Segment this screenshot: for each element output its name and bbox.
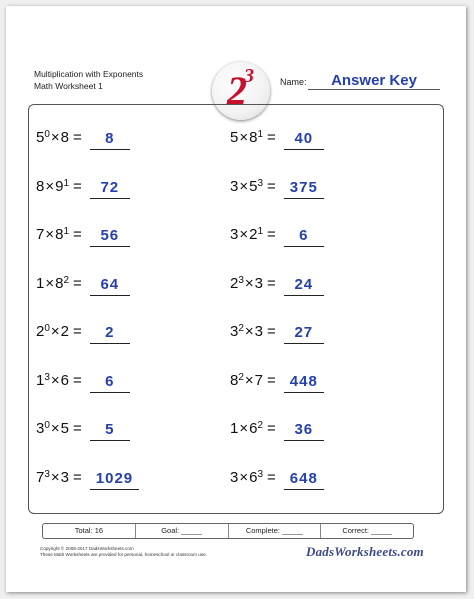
badge-exponent: 3 [244, 65, 254, 87]
times-sign: × [239, 129, 249, 146]
problem-expression [36, 468, 86, 490]
problem-expression [36, 225, 86, 247]
base-b: 6 [249, 468, 258, 486]
base-b: 8 [55, 226, 64, 243]
exponent-a: 2 [238, 371, 244, 383]
problem-expression [36, 177, 86, 199]
base-b: 5 [249, 177, 258, 195]
base-a: 2 [230, 274, 239, 292]
problem-expression [230, 322, 280, 344]
exponent-b: 2 [257, 420, 264, 431]
name-field: Answer Key [308, 73, 440, 90]
worksheet-title [34, 68, 143, 92]
problem-item [230, 371, 324, 395]
base-b: 3 [254, 274, 264, 292]
base-b: 6 [249, 420, 258, 437]
times-sign: × [239, 468, 249, 486]
equals-sign: = [73, 468, 82, 486]
copyright-line-2: These Math Worksheets are provided for personal, homeschool or classroom use. [40, 552, 207, 557]
times-sign: × [45, 274, 55, 292]
base-a: 2 [36, 323, 45, 340]
base-a: 3 [230, 177, 239, 195]
problem-item [36, 322, 130, 346]
base-b: 9 [55, 177, 64, 195]
base-b: 2 [60, 323, 70, 340]
exponent-b: 3 [257, 468, 264, 480]
problems-frame [28, 104, 444, 514]
problem-expression [230, 177, 280, 199]
problem-item [36, 371, 130, 395]
problem-item [36, 274, 130, 298]
problem-expression [230, 371, 280, 393]
exponent-b: 1 [63, 177, 70, 189]
copyright-line-1: Copyright © 2008-2017 DadsWorksheets.com [40, 546, 134, 551]
equals-sign: = [73, 177, 82, 195]
base-a: 3 [230, 323, 239, 340]
answer-field: 6 [90, 372, 130, 393]
times-sign: × [239, 226, 249, 243]
base-a: 8 [36, 177, 45, 195]
problem-expression [36, 371, 86, 393]
times-sign: × [244, 371, 254, 389]
exponent-a: 2 [238, 323, 244, 334]
times-sign: × [244, 323, 254, 340]
problem-expression [36, 128, 86, 150]
problem-expression [36, 274, 86, 296]
equals-sign: = [73, 226, 82, 243]
base-b: 8 [249, 129, 258, 146]
base-a: 7 [36, 468, 45, 486]
times-sign: × [244, 274, 254, 292]
equals-sign: = [73, 420, 82, 437]
base-b: 8 [60, 129, 70, 146]
base-b: 3 [60, 468, 70, 486]
times-sign: × [50, 420, 60, 437]
equals-sign: = [267, 371, 276, 389]
base-a: 3 [230, 226, 239, 243]
exponent-b: 2 [63, 274, 70, 286]
times-sign: × [50, 129, 60, 146]
problem-item [230, 419, 324, 443]
base-b: 5 [60, 420, 70, 437]
answer-field: 8 [90, 129, 130, 150]
problem-item [230, 322, 324, 346]
problem-item [36, 177, 130, 201]
base-b: 2 [249, 226, 258, 243]
base-a: 1 [230, 420, 239, 437]
exponent-b: 1 [257, 226, 264, 237]
exponent-b: 1 [257, 129, 264, 140]
answer-field: 56 [90, 226, 130, 247]
base-a: 8 [230, 371, 239, 389]
answer-field: 40 [284, 129, 324, 150]
worksheet-page [6, 6, 466, 592]
name-label: Name: [280, 77, 307, 87]
problem-item [36, 225, 130, 249]
problem-item [230, 274, 324, 298]
copyright-notice [40, 546, 207, 558]
base-a: 3 [36, 420, 45, 437]
exponent-b: 1 [63, 226, 70, 237]
dadsworksheets-logo: DadsWorksheets.com [306, 544, 424, 559]
problem-expression [230, 419, 280, 441]
equals-sign: = [267, 226, 276, 243]
exponent-a: 0 [44, 420, 50, 431]
problem-item [36, 128, 130, 152]
base-a: 7 [36, 226, 45, 243]
exponent-a: 0 [44, 323, 50, 334]
problem-expression [230, 225, 280, 247]
answer-field: 27 [284, 323, 324, 344]
answer-field: 2 [90, 323, 130, 344]
exponent-a: 3 [44, 468, 50, 480]
problem-item [230, 468, 324, 492]
base-b: 7 [254, 371, 264, 389]
problem-expression [230, 128, 280, 150]
problem-expression [36, 419, 86, 441]
answer-field: 1029 [90, 469, 139, 490]
times-sign: × [239, 177, 249, 195]
problem-expression [36, 322, 86, 344]
base-a: 1 [36, 274, 45, 292]
answer-field: 5 [90, 420, 130, 441]
equals-sign: = [267, 274, 276, 292]
times-sign: × [50, 323, 60, 340]
equals-sign: = [267, 420, 276, 437]
equals-sign: = [73, 323, 82, 340]
problem-item [36, 468, 139, 492]
score-footer [42, 523, 414, 539]
base-b: 6 [60, 371, 70, 389]
base-a: 3 [230, 468, 239, 486]
equals-sign: = [267, 177, 276, 195]
base-b: 3 [254, 323, 264, 340]
answer-field: 375 [284, 178, 324, 199]
equals-sign: = [73, 129, 82, 146]
base-a: 1 [36, 371, 45, 389]
problem-item [230, 225, 324, 249]
times-sign: × [45, 177, 55, 195]
problem-expression [230, 468, 280, 490]
base-a: 5 [230, 129, 239, 146]
equals-sign: = [267, 129, 276, 146]
times-sign: × [239, 420, 249, 437]
answer-field: 24 [284, 275, 324, 296]
equals-sign: = [73, 274, 82, 292]
times-sign: × [50, 371, 60, 389]
answer-field: 72 [90, 178, 130, 199]
equals-sign: = [267, 468, 276, 486]
footer-correct: Correct: _____ [342, 526, 392, 535]
problem-item [230, 128, 324, 152]
times-sign: × [50, 468, 60, 486]
base-a: 5 [36, 129, 45, 146]
exponent-b: 3 [257, 177, 264, 189]
footer-complete: Complete: _____ [229, 524, 322, 538]
base-b: 8 [55, 274, 64, 292]
answer-field: 648 [284, 469, 324, 490]
equals-sign: = [73, 371, 82, 389]
times-sign: × [45, 226, 55, 243]
answer-field: 448 [284, 372, 324, 393]
footer-total: Total: 16 [43, 524, 136, 538]
problem-item [230, 177, 324, 201]
footer-goal: Goal: _____ [136, 524, 229, 538]
answer-field: 64 [90, 275, 130, 296]
exponent-a: 3 [44, 371, 50, 383]
answer-field: 36 [284, 420, 324, 441]
badge-base: 2 [227, 68, 247, 113]
answer-field: 6 [284, 226, 324, 247]
exponent-a: 0 [44, 129, 50, 140]
title-line-1: Multiplication with Exponents [34, 69, 144, 79]
title-line-2: Math Worksheet 1 [34, 81, 103, 91]
exponent-a: 3 [238, 274, 244, 286]
problem-expression [230, 274, 280, 296]
problem-item [36, 419, 130, 443]
equals-sign: = [267, 323, 276, 340]
